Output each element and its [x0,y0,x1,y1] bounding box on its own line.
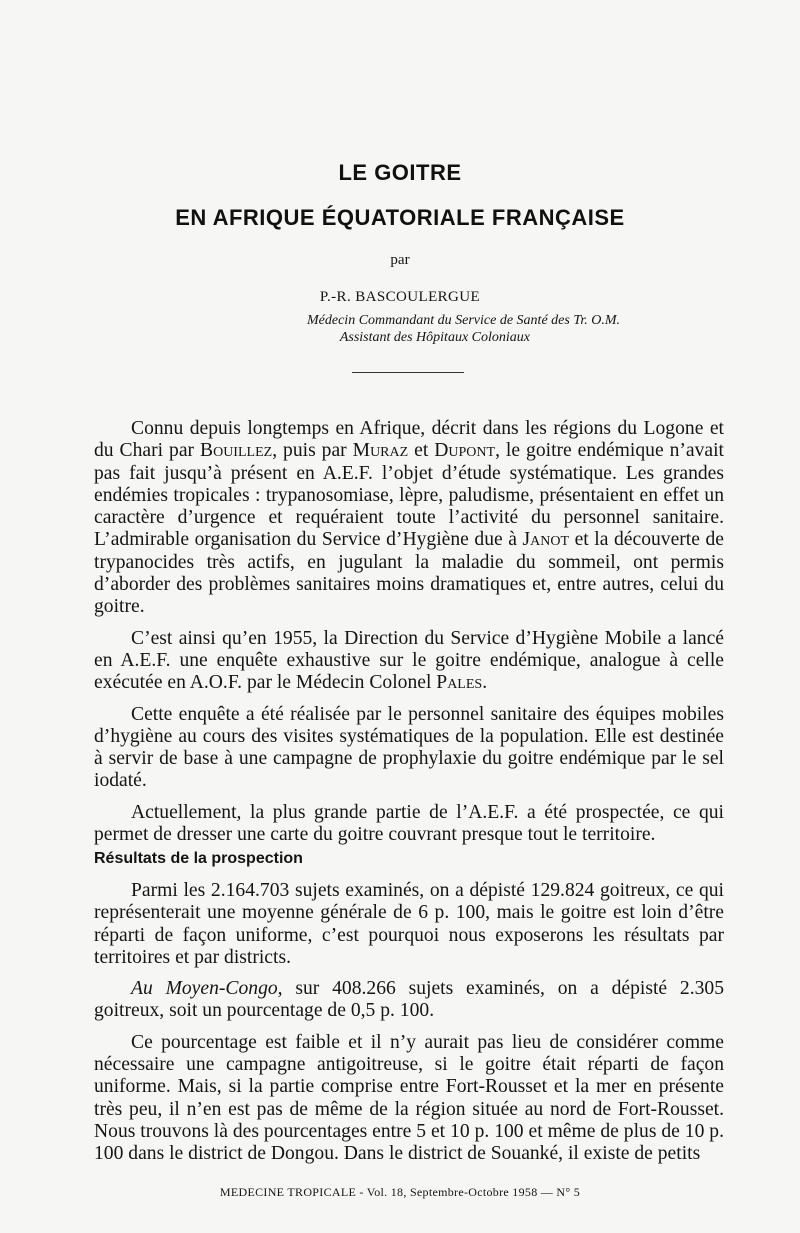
text-run: , le goitre endémique n’avait pas fait jusqu’à présent en A.E.F. l’objet d’étude systématique. Les grandes endémies tropicales : trypanosomiase, lèpre, paludisme, présentaient en effet un caractère d’urgence et requéraient toute l’activité du personnel sanitaire. L’admirable organisation du Service d’Hygiène due à [94,440,725,551]
region-name: Au Moyen-Congo, [131,978,283,1000]
paragraph-results-1: Parmi les 2.164.703 sujets examinés, on a dépisté 129.824 goitreux, ce qui représenterait une moyenne générale de 6 p. 100, mais le goitre est loin d’être réparti de façon uniforme, c’est pourquoi nous exposerons les résultats par territoires et par districts. [94,880,724,968]
paragraph-intro-2 [94,628,724,695]
text-run: sur 408.266 sujets examinés, on a dépisté 2.305 goitreux, soit un pourcentage de 0,5 p. 100. [94,978,724,1022]
author-ref: Pales [436,672,483,694]
text-run: , puis par [272,440,353,462]
paragraph-results-2 [94,978,724,1023]
article-title-line2: EN AFRIQUE ÉQUATORIALE FRANÇAISE [175,205,625,230]
text-run: Connu depuis longtemps en Afrique, décrit dans les régions du Logone et du Chari par [94,418,724,462]
author-ref: Bouillez [200,440,273,462]
author-ref: Dupont [434,440,496,462]
text-run: C’est ainsi qu’en 1955, la Direction du Service d’Hygiène Mobile a lancé en A.E.F. une enquête exhaustive sur le goitre endémique, analogue à celle exécutée en A.O.F. par le Médecin Colonel [94,627,724,694]
author-ref: Janot [522,529,570,551]
text-run: et [408,440,435,462]
introduction-text [94,418,724,855]
article-title-line1: LE GOITRE [338,160,462,185]
title-separator-rule [352,372,464,373]
text-run: et la découverte de trypanocides très actifs, en jugulant la maladie du sommeil, ont permis d’aborder des problèmes sanitaires moins dramatiques et, entre autres, celui du goitre. [94,529,725,618]
author-affiliation-line2: Assistant des Hôpitaux Coloniaux [339,330,530,345]
page-footer [0,1185,800,1200]
text-run: . [482,672,488,694]
by-line: par [390,252,410,268]
paragraph-intro-1 [94,418,724,619]
journal-name: MEDECINE TROPICALE [219,1185,357,1199]
author-affiliation-line1: Médecin Commandant du Service de Santé des Tr. O.M. [307,313,620,328]
author-ref: Muraz [352,440,409,462]
paragraph-intro-3: Cette enquête a été réalisée par le personnel sanitaire des équipes mobiles d’hygiène au cours des visites systématiques de la population. Elle est destinée à servir de base à une campagne de prophylaxie du goitre endémique par le sel iodaté. [94,703,724,792]
results-text [94,880,724,1175]
issue-info: - Vol. 18, Septembre-Octobre 1958 — N° 5 [356,1185,581,1199]
paragraph-intro-4: Actuellement, la plus grande partie de l’A.E.F. a été prospectée, ce qui permet de dresser une carte du goitre couvrant presque tout le territoire. [94,801,724,846]
author-name: P.-R. BASCOULERGUE [319,289,481,305]
paragraph-results-3: Ce pourcentage est faible et il n’y aurait pas lieu de considérer comme nécessaire une campagne antigoitreuse, si le goitre était réparti de façon uniforme. Mais, si la partie comprise entre Fort-Rousset et la mer en présente très peu, il n’en est pas de même de la région située au nord de Fort-Rousset. Nous trouvons là des pourcentages entre 5 et 10 p. 100 et même de plus de 10 p. 100 dans le district de Dongou. Dans le district de Souanké, il existe de petits [94,1031,724,1165]
section-heading: Résultats de la prospection [94,850,303,867]
